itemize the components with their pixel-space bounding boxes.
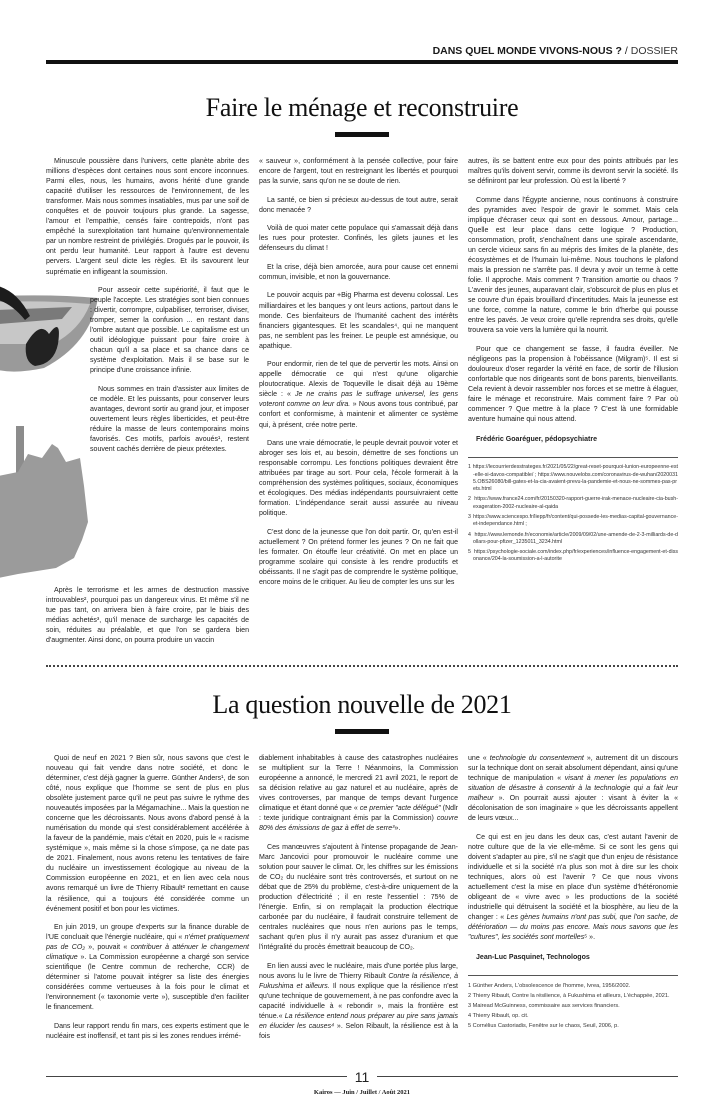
article-separator [46,665,678,667]
text: », autrement dit un discours sur la technique dont on serait absolument dépendant, ainsi qu'une technique de manipulation « [468,754,679,782]
running-header [46,44,678,58]
footnote[interactable]: 5 https://psychologie-sociale.com/index.php/fr/experiences/influence-engagement-et-dissonance/204-la-soumission-a-l-autorite [468,549,678,563]
paragraph: Après le terrorisme et les armes de destruction massive introuvables², pourquoi pas un dangereux virus. Et même s'il ne tue pas tant, on arrivera bien à faire croire, par le biais des médias achetés³, qu'il menace de surcharge les capacités de soin, réduites au préalable, et que l'on se gardera bien d'augmenter. Ainsi donc, on pourra produire un vaccin [46,587,249,645]
article2-columns [46,754,678,1051]
footnotes-1 [468,464,678,564]
text: Pour endormir, rien de tel que de pervertir les mots. Ainsi on appelle démocratie ce qui n'est qu'une oligarchie ploutocratique. Alexis de Toqueville le disait déjà au 19ème siècle : « [259,361,458,399]
article1-columns [46,157,678,655]
footer-rule-right [377,1076,678,1077]
paragraph: Quoi de neuf en 2021 ? Bien sûr, nous savons que c'est le nouveau qui fait vendre dans notre société, et donc le déterminer, c'est déjà gagner la guerre. Günther Anders¹, de son côté, nous explique que l'homme se sent de plus en plus obsolète justement parce qu'il ne peut pas suivre le rythme des nouveautés imposées par la Mégamachine... Mais la question ne concerne que les décroissants. Nous avons d'abord pensé à la numérisation du monde qui s'est considérablement accélérée à la faveur de la pandémie, mais c'était en 2020, puis le « racisme systémique », mais même si la chose s'impose, ça ne date pas de 2021. Finalement, nous avons retenu les tentatives de faire du nucléaire un investissement écologique au niveau de la Commission européenne en 2021, et en lien avec cela nous avons remarqué un livre de Thierry Ribault² remettant en cause la résilience, qui a toujours été considérée comme un événement positif et bon pour les victimes. [46,754,249,913]
paragraph [259,962,458,1042]
text: En lien aussi avec le nucléaire, mais d'une portée plus large, nous avons lu le livre de Thierry Ribault [259,962,458,980]
illustration-wrapper [0,286,84,586]
factory-illustration [0,426,88,578]
page [46,0,678,1117]
article1-column-2 [259,157,458,597]
footnotes-2 [468,982,678,1030]
paragraph: C'est donc de la jeunesse que l'on doit partir. Or, qu'en est-il actuellement ? On prétend former les jeunes ? On ne fait que les formater. On étouffe leur créativité. On met en place un programme scolaire qui consiste à les rendre productifs et obéissants. Il ne s'agit pas de comprendre le système politique, encore moins de le critiquer. Au lieu de compter les uns sur les [259,528,458,587]
paragraph: Le pouvoir acquis par +Big Pharma est devenu colossal. Les milliardaires et les banques y ont leurs actions, partout dans le monde. Ces bienfaiteurs de l'humanité cachent des intérêts financiers gigantesques. Et les scandales⁴, qui ne manquent pas, ne semblent pas les freiner. Le peuple est amnésique, ou apathique. [259,292,458,350]
island-illustration [0,286,98,372]
header-rule [46,60,678,64]
text: En juin 2019, un groupe d'experts sur la finance durable de l'UE concluait que l'énergie nucléaire, qui « [46,924,249,942]
text: une « [468,754,490,762]
footnote[interactable]: 4 https://www.lemonde.fr/economie/article/2009/09/02/une-amende-de-2-3-milliards-de-dollars-pour-pfizer_1235011_3234.html [468,531,678,545]
footer [46,1069,678,1085]
header-kicker: DANS QUEL MONDE VIVONS-NOUS ? [432,45,622,57]
header-separator: / [621,45,631,57]
article1-column-1 [46,157,249,655]
paragraph: La santé, ce bien si précieux au-dessus de tout autre, serait donc menacée ? [259,196,458,214]
text: » Nous avons tous contribué, par confort et conformisme, à maintenir et alimenter ce système qui, à présent, crée notre perte. [259,401,458,429]
footnote[interactable]: 2 https://www.france24.com/fr/20150320-rapport-guerre-irak-menace-nucleaire-cia-bush-exageration-2002-nucleaire-al-qaida [468,496,678,510]
article2-column-3 [468,754,678,1032]
author-signature-2: Jean-Luc Pasquinet, Technologos [476,954,590,962]
text: ». Selon Ribault, la résilience est à la fois [259,1023,458,1041]
footnote-rule-1 [468,457,678,458]
text: ». On pourrait aussi ajouter : visant à éviter la « décolonisation de son imaginaire » que les décroissants appellent de leurs vœux... [468,795,678,823]
footnote[interactable]: 3 https://www.sciencespo.fr/liepp/fr/content/qui-possede-les-medias-capital-gouvernance-et-independance.html ; [468,514,678,528]
publication-line: Kairos — Juin / Juillet / Août 2021 [313,1088,411,1096]
title-bar-1 [335,132,389,137]
tocqueville-quote: Je ne crains pas le suffrage universel, les gens voteront comme on leur dira. [259,391,458,409]
quote: n'émet pratiquement pas de CO₂ [46,934,249,952]
paragraph: « sauveur », conformément à la pensée collective, pour faire encore de l'argent, tout en restreignant les libertés et pourquoi pas la survie, sans qu'on ne se doute de rien. [259,158,458,186]
quote: Les gènes humains n'ont pas subi, que l'on sache, de détérioration — du moins pas encore. Mais nous savons que les "cultures", les sociétés sont mortelles⁵ [468,914,679,942]
paragraph [468,754,678,824]
paragraph [259,754,458,834]
article-title-1: Faire le ménage et reconstruire [205,93,519,122]
paragraph: Dans leur rapport rendu fin mars, ces experts estiment que le nucléaire est inoffensif, et tant pis si les zones rendues irrémé- [46,1023,249,1041]
text: ». La Commission européenne a chargé son service scientifique (le Centre commun de recherche, CCR) de déterminer si l'atome pouvait intégrer sa liste des énergies considérées comme vertueuses à la fois pour le climat et l'environnement (« taxonomie verte »), susceptible d'en faciliter le financement. [46,954,249,1012]
text: Il nous explique que la résilience n'est qu'une technique de gouvernement, à ne pas confondre avec la capacité individuelle à « rebondir », mais la frontière est ténue.« [259,982,458,1020]
paragraph: Pour que ce changement se fasse, il faudra éveiller. Ne négligeons pas la propension à l'obéissance (Milgram)⁵. Il est si douloureux d'oser regarder la vérité en face, de sortir de l'illusion confortable que nos dirigeants sont de bons parents, bienveillants. Cela revient à devoir rassembler nos forces et se mettre à élaguer, faire le ménage et reconstruire. Mais comment faire ? Par où commencer ? Que mettre à la place ? C'est là une formidable aventure humaine qui nous attend. [468,345,678,424]
author-signature-1: Frédéric Goaréguer, pédopsychiatre [476,436,598,444]
paragraph: Et la crise, déjà bien amorcée, aura pour cause cet ennemi commun, invisible, et non la gouvernance. [259,263,458,281]
article2-column-2 [259,754,458,1051]
footer-rule-left [46,1076,347,1077]
footnote: 4 Thierry Ribault, op. cit. [468,1013,529,1020]
paragraph: Comme dans l'Égypte ancienne, nous continuons à construire des pyramides avec l'espoir de gravir le sommet. Mais cela implique d'écraser ceux qui sont en dessous. Amour, partage... Quelle est leur place dans cette logique ? Production, consommation, profit, s'enchaînent dans une spirale ascendante, un cercle vicieux sans fin au mépris des limites de la planète, des écosystèmes et de l'humain lui-même. Nous touchons le plafond mais la pression ne s'arrête pas. Il devra y avoir un terme à cette folie. Il approche. Mais comment ? Transition amortie ou chaos ? L'avenir des jeunes, auparavant clair, s'obscurcit de plus en plus et se couvre d'un épais brouillard d'incertitudes. Mais la jeunesse est une force, comme la nature, comme le brin d'herbe qui pousse entre les pavés. Je veux croire qu'elle reprendra ses droits, qu'elle trouvera sa voie vers la lumière qui la nourrit. [468,196,678,335]
book-title: Contre la résilience, à Fukushima et ailleurs. [259,972,458,990]
footnote[interactable]: 1 https://lecourrierdesstrateges.fr/2021/05/22/great-reset-pourquoi-lunion-europeenne-est-elle-si-davos-compatible/ ; https://www.nouvelobs.com/coronavirus-de-wuhan/20200315.OBS26080/bill-gates-et-la-cia-avaient-prevu-la-pandemie-et-nous-ne-sommes-pas-prets.html [468,464,678,493]
quote: technologie du consentement [489,754,584,762]
paragraph [46,923,249,1013]
text: Ce qui est en jeu dans les deux cas, c'est autant l'avenir de notre culture que de la vie elle-même. Si ce sont les gens qui doivent s'adapter au pire, s'il ne s'agit que d'un enjeu de résistance individuelle et si la société n'a plus son mot à dire sur les choix techniques, alors où est l'avenir ? Ce que nous vivons actuellement c'est la mise en place d'un système d'hétéronomie obligeant de « vivre avec » les productions de la société industrielle qui détruisent la société et la biosphère, au lieu de la changer : « [468,833,678,922]
text: », pouvait « [84,944,131,952]
paragraph: Pour asseoir cette supériorité, il faut que le peuple l'accepte. Les stratégies sont bien connues : divertir, corrompre, culpabiliser, terroriser, diviser, tromper, semer la confusion ... en restant dans l'ombre autant que possible. Le capitalisme est un outil idéologique puissant pour faire croire à chacun qu'il a sa place et sa chance dans ce système d'exploitation. Mais il se base sur le principe d'une croissance infinie. [90,287,249,375]
quote: couvre 80% des émissions de gaz à effet de serre³ [259,815,458,833]
paragraph: Nous sommes en train d'assister aux limites de ce modèle. Et les puissants, pour conserver leurs avantages, devront sortir au grand jour, et imposer ouvertement leurs règles liberticides, et peut-être réduire la masse de leurs contemporains moins favorisés. Ces motifs, parfois avoués¹, restent souvent cachés derrière de pieux prétextes. [90,385,249,454]
title-bar-2 [335,729,389,734]
quote: La résilience entend nous préparer au pire sans jamais en élucider les causes⁴ [259,1012,458,1031]
text: (Ndlr : texte juridique contraignant émis par la Commission) [259,805,458,823]
text: diablement inhabitables à cause des catastrophes nucléaires se multiplient sur la Terre ! Néanmoins, la Commission européenne a annoncé, le mercredi 21 avril 2021, le report de sa décision relative au gaz naturel et au nucléaire, après de vives controverses, par manque de temps devant l'urgence climatique et étant donné que « [259,754,458,813]
text: ». [394,825,401,833]
paragraph: Voilà de quoi mater cette populace qui s'amassait déjà dans les rues pour protester. Confinés, les gilets jaunes et les défenseurs du climat ! [259,225,458,253]
paragraph [259,360,458,430]
paragraph: Dans une vraie démocratie, le peuple devrait pouvoir voter et abroger ses lois et, au besoin, démettre de ses fonctions un responsable corrompu. Les fonctions politiques devraient être attribuées par tirage au sort. Pour cela, l'école formerait à la compréhension des systèmes politiques, sociaux, économiques et écologiques. Des médias indépendants poursuivraient cette formation. L'indépendance serait aussi assurée au niveau politique. [259,440,458,518]
paragraph: Minuscule poussière dans l'univers, cette planète abrite des millions d'espèces dont certaines nous sont encore inconnues. Parmi elles, nous, les humains, avons hérité d'une grande capacité d'utiliser les ressources de l'environnement, de les transformer. Mais nous sommes insatiables, mus par une soif de conquêtes et de pouvoir toujours plus grande. La sagesse, l'amour et l'empathie, censés faire contrepoids, n'ont pas empêché la surexploitation tant humaine qu'environnementale par un nombre restreint de privilégiés. Drogués par le pouvoir, ils ont perdu leur humanité. Leur rapport à l'autre est devenu pervers. L'argent seul dicte les règles. Et ils savourent leur suprématie en infligeant la soumission. [46,158,249,276]
paragraph [468,833,678,944]
article2-column-1 [46,754,249,1051]
footnote: 2 Thierry Ribault, Contre la résilience, à Fukushima et ailleurs, L'échappée, 2021. [468,993,670,1000]
quote: visant à mener les populations en situation de désastre à consentir à la technologie qui a fait leur malheur [468,774,678,803]
quote: ce premier "acte délégué" [359,805,441,813]
text: ». [587,934,596,942]
footnote: 3 Mairead McGuinness, commissaire aux services financiers. [468,1003,620,1010]
page-number: 11 [354,1068,370,1085]
article1-column-3 [468,157,678,567]
header-section: DOSSIER [630,45,678,57]
paragraph: autres, ils se battent entre eux pour des points attribués par les maîtres qu'ils doivent servir, comme ils devront servir la société. Ils se définiront par leur profession. Où est la liberté ? [468,158,678,186]
paragraph: Ces manœuvres s'ajoutent à l'intense propagande de Jean-Marc Jancovici pour promouvoir le nucléaire comme une solution pour sauver le climat. Or, les chiffres sur les émissions de CO₂ du nucléaire sont très controversés, et surtout on ne débat que de 25% du problème, c'est-à-dire uniquement de la production d'électricité ; il en reste l'essentiel : 75% de l'énergie. Enfin, si on remplaçait la production électrique carbonée par du nucléaire, il faudrait construire tellement de centrales nucléaires que nous n'en aurions pas le temps, sachant qu'en plus il n'y aurait pas assez d'uranium et que l'intégralité du procès émettrait beaucoup de CO₂. [259,843,458,952]
quote: contribuer à atténuer le changement climatique [46,944,249,962]
article-title-2: La question nouvelle de 2021 [212,689,512,719]
footnote: 1 Günther Anders, L'obsolescence de l'homme, Ivrea, 1956/2002. [468,983,631,990]
footnote-rule-2 [468,975,678,976]
footnote: 5 Cornélius Castoriadis, Fenêtre sur le chaos, Seuil, 2006, p. [468,1023,619,1030]
